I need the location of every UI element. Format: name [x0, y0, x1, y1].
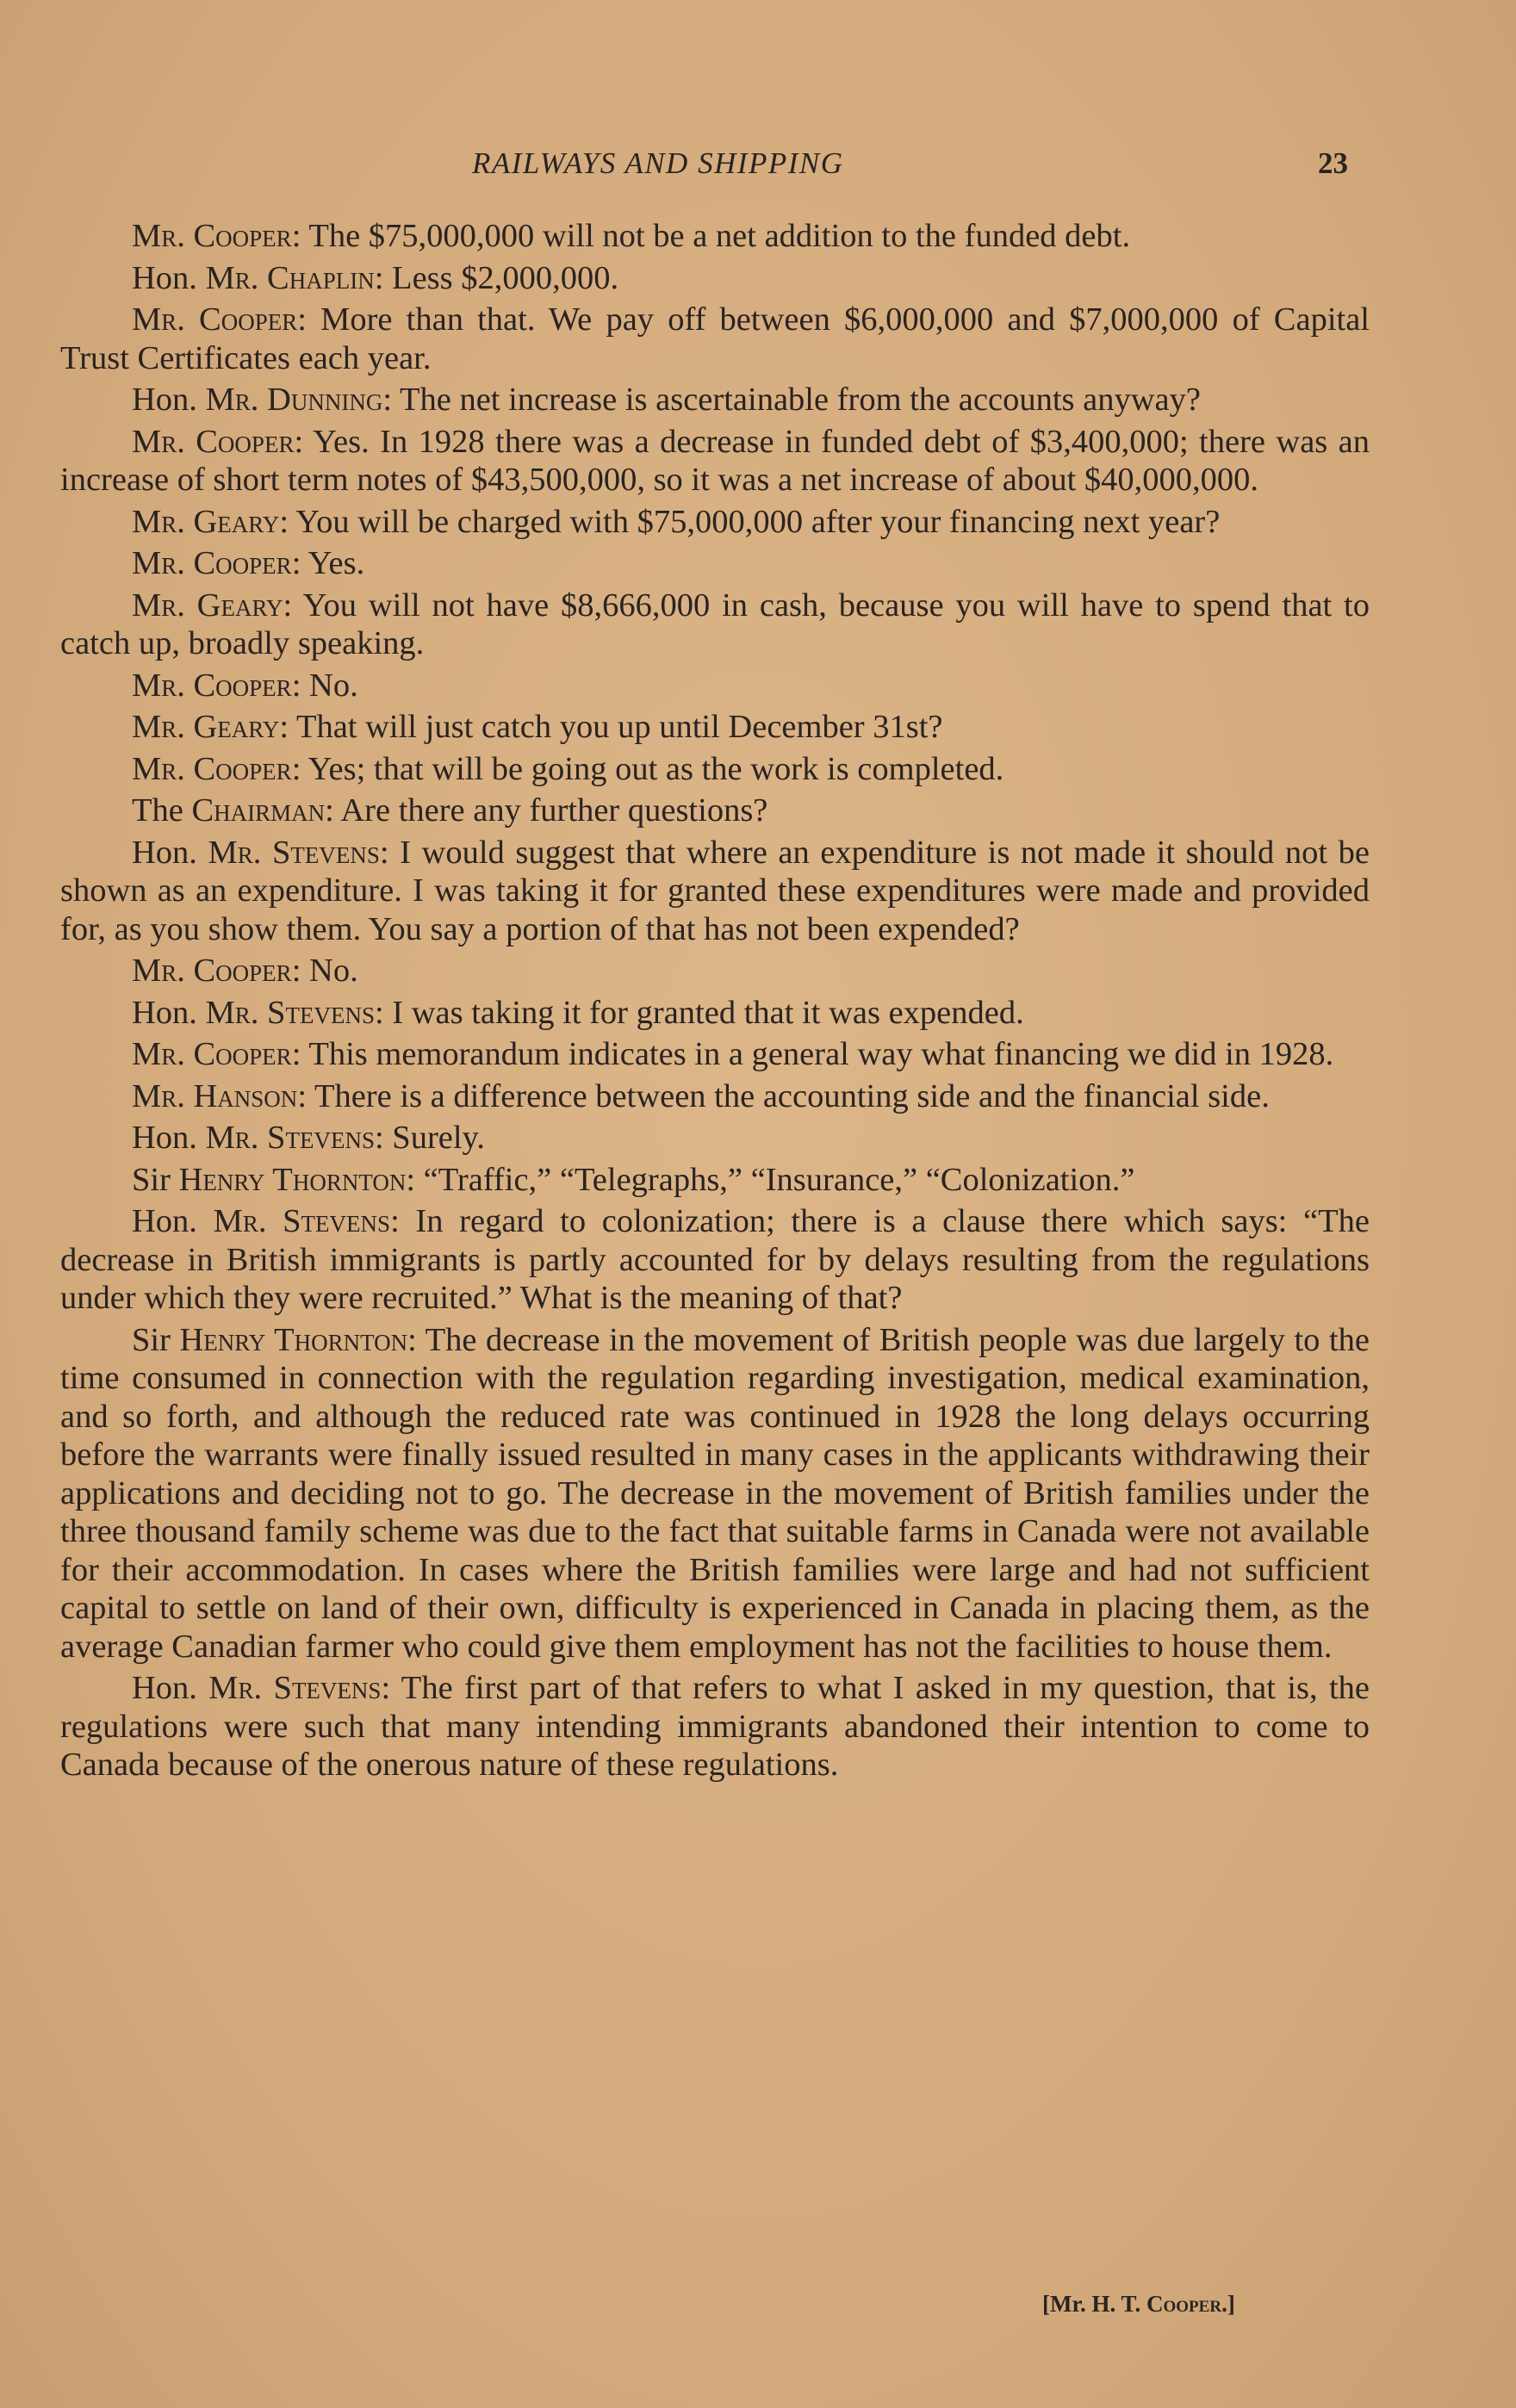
- speech-text: : More than that. We pay off between $6,000,000 and $7,000,000 of Capital Trust Certificates each year.: [60, 301, 1370, 376]
- speaker-name: Mr. Stevens: [205, 1120, 375, 1156]
- speaker-name: Chairman: [191, 792, 326, 829]
- transcript-paragraph: [60, 1035, 1370, 1074]
- transcript-paragraph: [60, 1669, 1370, 1784]
- speaker-name: Henry Thornton: [179, 1321, 408, 1358]
- transcript-paragraph: [60, 217, 1370, 256]
- speaker-name: Mr. Geary: [132, 503, 280, 540]
- speaker-title: Sir: [132, 1321, 180, 1358]
- signature-open: [Mr. H. T.: [1042, 2291, 1146, 2317]
- speaker-title: Hon.: [132, 259, 206, 296]
- transcript-paragraph: [60, 667, 1370, 705]
- transcript-paragraph: [60, 1321, 1370, 1666]
- page-number: 23: [1318, 146, 1348, 180]
- speaker-title: Hon.: [132, 1670, 209, 1706]
- transcript-paragraph: [60, 952, 1370, 990]
- speech-text: : That will just catch you up until December 31st?: [279, 709, 943, 745]
- speech-text: : No.: [291, 667, 358, 704]
- speaker-name: Mr. Stevens: [205, 994, 375, 1031]
- transcript-paragraph: [60, 259, 1370, 298]
- speaker-name: Mr. Stevens: [213, 1203, 391, 1239]
- speaker-name: Henry Thornton: [178, 1161, 407, 1198]
- transcript-paragraph: [60, 834, 1370, 949]
- transcript-paragraph: [60, 1119, 1370, 1157]
- transcript-paragraph: [60, 1202, 1370, 1318]
- transcript-paragraph: [60, 544, 1370, 583]
- speaker-name: Mr. Geary: [132, 586, 283, 624]
- transcript-paragraph: [60, 503, 1370, 542]
- speech-text: : Surely.: [374, 1120, 485, 1156]
- transcript-paragraph: [60, 994, 1370, 1033]
- speaker-title: The: [132, 792, 192, 829]
- speaker-name: Mr. Cooper: [132, 1036, 292, 1072]
- speaker-name: Mr. Cooper: [132, 301, 298, 338]
- speech-text: : I was taking it for granted that it was expended.: [374, 994, 1024, 1031]
- speaker-name: Mr. Cooper: [132, 750, 292, 787]
- speech-text: : Yes. In 1928 there was a decrease in funded debt of $3,400,000; there was an increase of short term notes of $43,500,000, so it was a net increase of about $40,000,000.: [60, 423, 1370, 498]
- speaker-name: Mr. Cooper: [132, 218, 292, 254]
- transcript-body: [60, 217, 1370, 1788]
- speech-text: : Yes.: [291, 545, 365, 581]
- speech-text: : The decrease in the movement of British people was due largely to the time consumed in connection with the regulation regarding investigation, medical examination, and so forth, and although the reduced rate was continued in 1928 the long delays occurring before the warrants were finally issued resulted in many cases in the applicants withdrawing their applications and deciding not to go. The decrease in the movement of British families under the three thousand family scheme was due to the fact that suitable farms in Canada were not available for their accommodation. In cases where the British families were large and had not sufficient capital to settle on land of their own, difficulty is experienced in Canada in placing them, as the average Canadian farmer who could give them employment has not the facilities to house them.: [60, 1321, 1370, 1665]
- running-head: RAILWAYS AND SHIPPING: [472, 146, 844, 180]
- speaker-title: Hon.: [132, 1120, 206, 1156]
- transcript-paragraph: [60, 791, 1370, 830]
- speaker-name: Mr. Chaplin: [205, 259, 375, 296]
- speech-text: : You will be charged with $75,000,000 after your financing next year?: [279, 503, 1221, 540]
- speech-text: : The net increase is ascertainable from the accounts anyway?: [382, 382, 1201, 418]
- speaker-title: Hon.: [132, 382, 206, 418]
- speech-text: : No.: [291, 953, 358, 989]
- transcript-paragraph: [60, 423, 1370, 500]
- speaker-name: Mr. Cooper: [132, 953, 292, 989]
- speech-text: : There is a difference between the accounting side and the financial side.: [297, 1077, 1270, 1114]
- speech-text: : Are there any further questions?: [325, 792, 768, 829]
- speech-text: : Yes; that will be going out as the work is completed.: [291, 750, 1004, 787]
- speech-text: : Less $2,000,000.: [374, 259, 619, 296]
- speaker-name: Mr. Stevens: [208, 1670, 382, 1706]
- speaker-name: Mr. Hanson: [132, 1077, 298, 1114]
- speaker-name: Mr. Cooper: [132, 667, 292, 704]
- signature-name: Cooper: [1146, 2291, 1222, 2317]
- speaker-signature: [1042, 2291, 1235, 2318]
- transcript-paragraph: [60, 586, 1370, 663]
- signature-close: .]: [1221, 2291, 1235, 2317]
- speaker-name: Mr. Cooper: [132, 545, 292, 581]
- speaker-title: Hon.: [132, 834, 208, 871]
- transcript-paragraph: [60, 750, 1370, 789]
- transcript-paragraph: [60, 1077, 1370, 1116]
- speech-text: : You will not have $8,666,000 in cash, because you will have to spend that to catch up, broadly speaking.: [60, 586, 1370, 661]
- speaker-title: Sir: [132, 1161, 179, 1198]
- speaker-name: Mr. Geary: [132, 709, 280, 745]
- speaker-name: Mr. Cooper: [132, 423, 295, 460]
- speech-text: : The first part of that refers to what I asked in my question, that is, the regulations were such that many intending immigrants abandoned their intention to come to Canada because of the onerous nature of these regulations.: [60, 1670, 1370, 1783]
- speaker-title: Hon.: [132, 994, 206, 1031]
- transcript-paragraph: [60, 301, 1370, 377]
- speech-text: : In regard to colonization; there is a clause there which says: “The decrease in British immigrants is partly accounted for by delays resulting from the regulations under which they were recruited.” What is the meaning of that?: [60, 1203, 1370, 1316]
- speech-text: : I would suggest that where an expenditure is not made it should not be shown as an expenditure. I was taking it for granted these expenditures were made and provided for, as you show them. You say a portion of that has not been expended?: [60, 834, 1370, 947]
- transcript-paragraph: [60, 708, 1370, 747]
- speech-text: : The $75,000,000 will not be a net addition to the funded debt.: [291, 218, 1131, 254]
- transcript-paragraph: [60, 1161, 1370, 1200]
- speech-text: : This memorandum indicates in a general way what financing we did in 1928.: [291, 1036, 1334, 1072]
- speaker-name: Mr. Stevens: [208, 834, 380, 871]
- speech-text: : “Traffic,” “Telegraphs,” “Insurance,” “Colonization.”: [406, 1161, 1135, 1198]
- transcript-paragraph: [60, 381, 1370, 419]
- speaker-title: Hon.: [132, 1203, 214, 1239]
- speaker-name: Mr. Dunning: [205, 382, 383, 418]
